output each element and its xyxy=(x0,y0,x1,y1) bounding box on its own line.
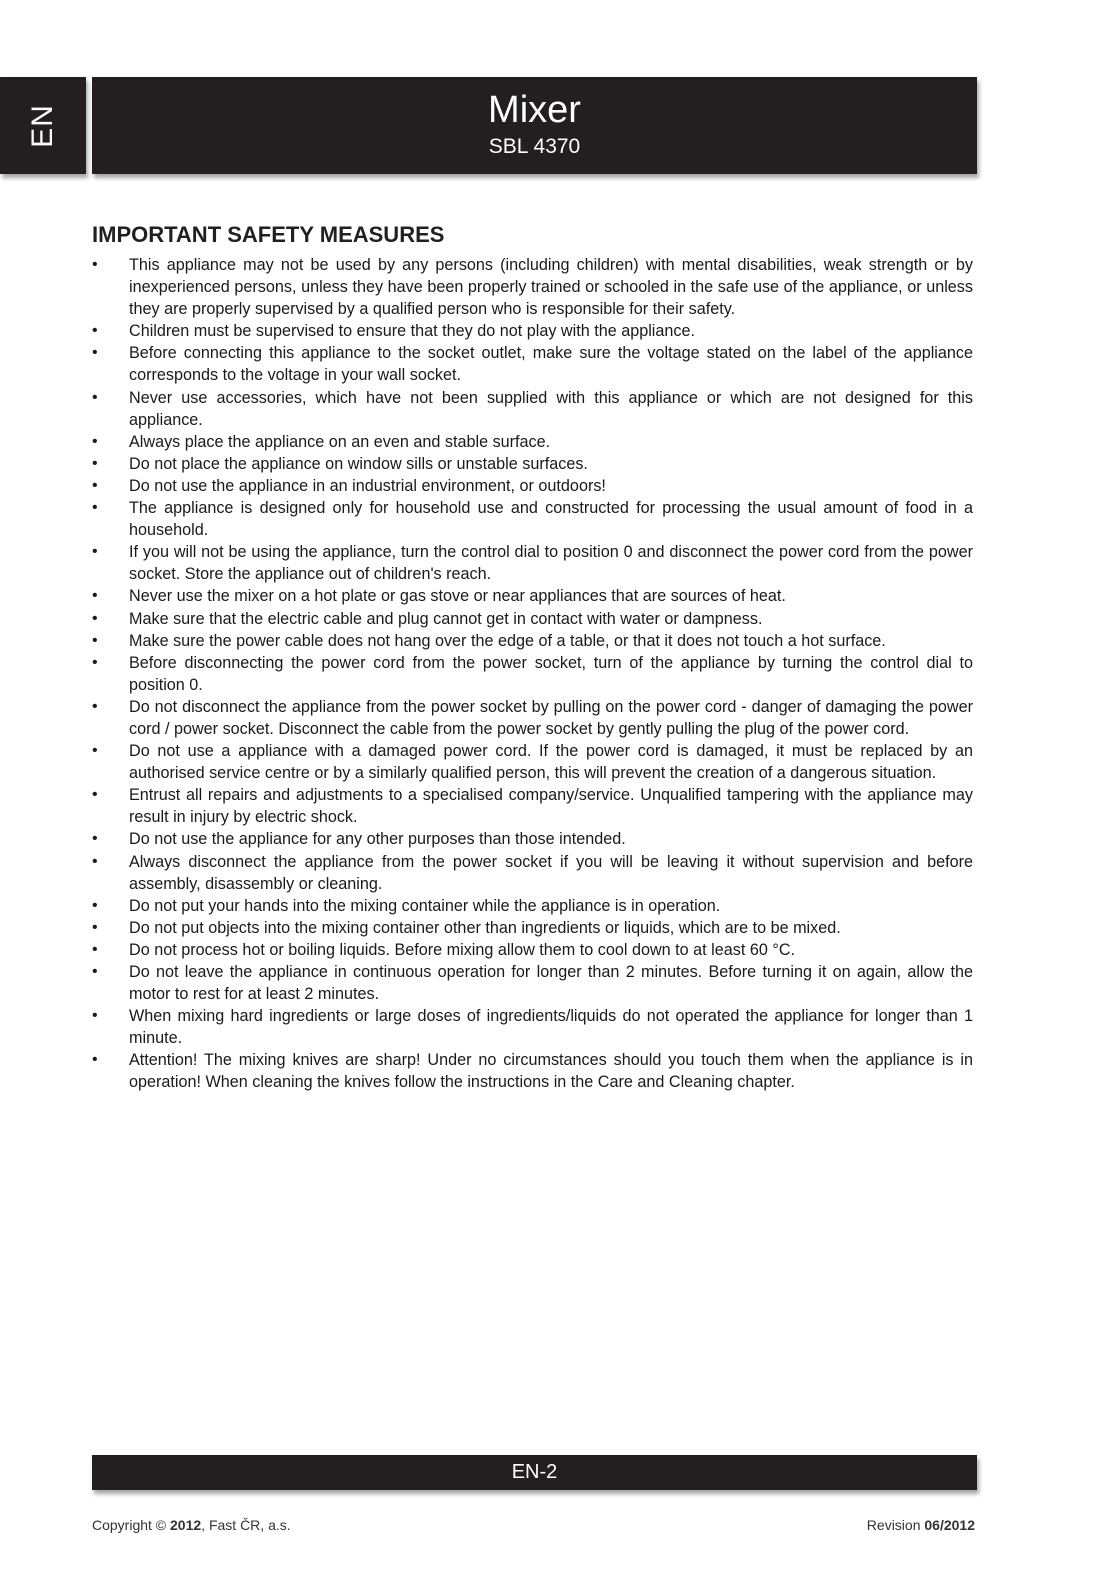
document-title: Mixer xyxy=(488,89,581,131)
list-item: • Never use accessories, which have not been supplied with this appliance or which are not designed for this appliance. xyxy=(92,387,973,431)
list-item: • Do not put your hands into the mixing container while the appliance is in operation. xyxy=(92,895,973,917)
safety-list xyxy=(92,254,973,1094)
list-item: • Children must be supervised to ensure that they do not play with the appliance. xyxy=(92,320,973,342)
page-number-bar xyxy=(92,1455,977,1490)
list-item: • Never use the mixer on a hot plate or gas stove or near appliances that are sources of heat. xyxy=(92,585,973,607)
list-item: • Make sure that the electric cable and plug cannot get in contact with water or dampness. xyxy=(92,608,973,630)
copyright-notice xyxy=(92,1517,291,1533)
model-number: SBL 4370 xyxy=(488,135,581,158)
list-item: • Do not place the appliance on window sills or unstable surfaces. xyxy=(92,453,973,475)
list-item: • Attention! The mixing knives are sharp! Under no circumstances should you touch them when the appliance is in operation! When cleaning the knives follow the instructions in the Care and Cleaning chapter. xyxy=(92,1049,973,1093)
page-number: EN-2 xyxy=(511,1461,558,1483)
list-item: • If you will not be using the appliance, turn the control dial to position 0 and disconnect the power cord from the power socket. Store the appliance out of children's reach. xyxy=(92,541,973,585)
list-item: • Do not use the appliance in an industrial environment, or outdoors! xyxy=(92,475,973,497)
list-item: • When mixing hard ingredients or large doses of ingredients/liquids do not operated the appliance for longer than 1 minute. xyxy=(92,1005,973,1049)
list-item: • This appliance may not be used by any persons (including children) with mental disabilities, weak strength or by inexperienced persons, unless they have been properly trained or schooled in the safe use of the appliance, or unless they are properly supervised by a qualified person who is responsible for their safety. xyxy=(92,254,973,320)
list-item: • Make sure the power cable does not hang over the edge of a table, or that it does not touch a hot surface. xyxy=(92,630,973,652)
copyright-year: 2012 xyxy=(170,1517,202,1533)
list-item: • Before connecting this appliance to the socket outlet, make sure the voltage stated on the label of the appliance corresponds to the voltage in your wall socket. xyxy=(92,342,973,386)
title-bar xyxy=(92,77,977,174)
list-item: • Do not disconnect the appliance from the power socket by pulling on the power cord - danger of damaging the power cord / power socket. Disconnect the cable from the power socket by gently pulling the plug of the power cord. xyxy=(92,696,973,740)
list-item: • Always place the appliance on an even and stable surface. xyxy=(92,431,973,453)
revision-label: Revision xyxy=(866,1517,921,1533)
copyright-company: , Fast ČR, a.s. xyxy=(201,1517,291,1533)
list-item: • Entrust all repairs and adjustments to a specialised company/service. Unqualified tampering with the appliance may result in injury by electric shock. xyxy=(92,784,973,828)
list-item: • Do not process hot or boiling liquids. Before mixing allow them to cool down to at least 60 °C. xyxy=(92,939,973,961)
language-tab xyxy=(0,77,86,174)
list-item: • Do not put objects into the mixing container other than ingredients or liquids, which are to be mixed. xyxy=(92,917,973,939)
section-heading: IMPORTANT SAFETY MEASURES xyxy=(92,222,445,247)
language-label: EN xyxy=(26,103,59,148)
list-item: • Before disconnecting the power cord from the power socket, turn of the appliance by turning the control dial to position 0. xyxy=(92,652,973,696)
copyright-prefix: Copyright © xyxy=(92,1517,167,1533)
list-item: • Do not use the appliance for any other purposes than those intended. xyxy=(92,828,973,850)
list-item: • The appliance is designed only for household use and constructed for processing the usual amount of food in a household. xyxy=(92,497,973,541)
list-item: • Always disconnect the appliance from the power socket if you will be leaving it without supervision and before assembly, disassembly or cleaning. xyxy=(92,851,973,895)
list-item: • Do not leave the appliance in continuous operation for longer than 2 minutes. Before turning it on again, allow the motor to rest for at least 2 minutes. xyxy=(92,961,973,1005)
list-item: • Do not use a appliance with a damaged power cord. If the power cord is damaged, it must be replaced by an authorised service centre or by a similarly qualified person, this will prevent the creation of a dangerous situation. xyxy=(92,740,973,784)
revision-value: 06/2012 xyxy=(924,1517,975,1533)
revision-notice xyxy=(867,1517,975,1533)
